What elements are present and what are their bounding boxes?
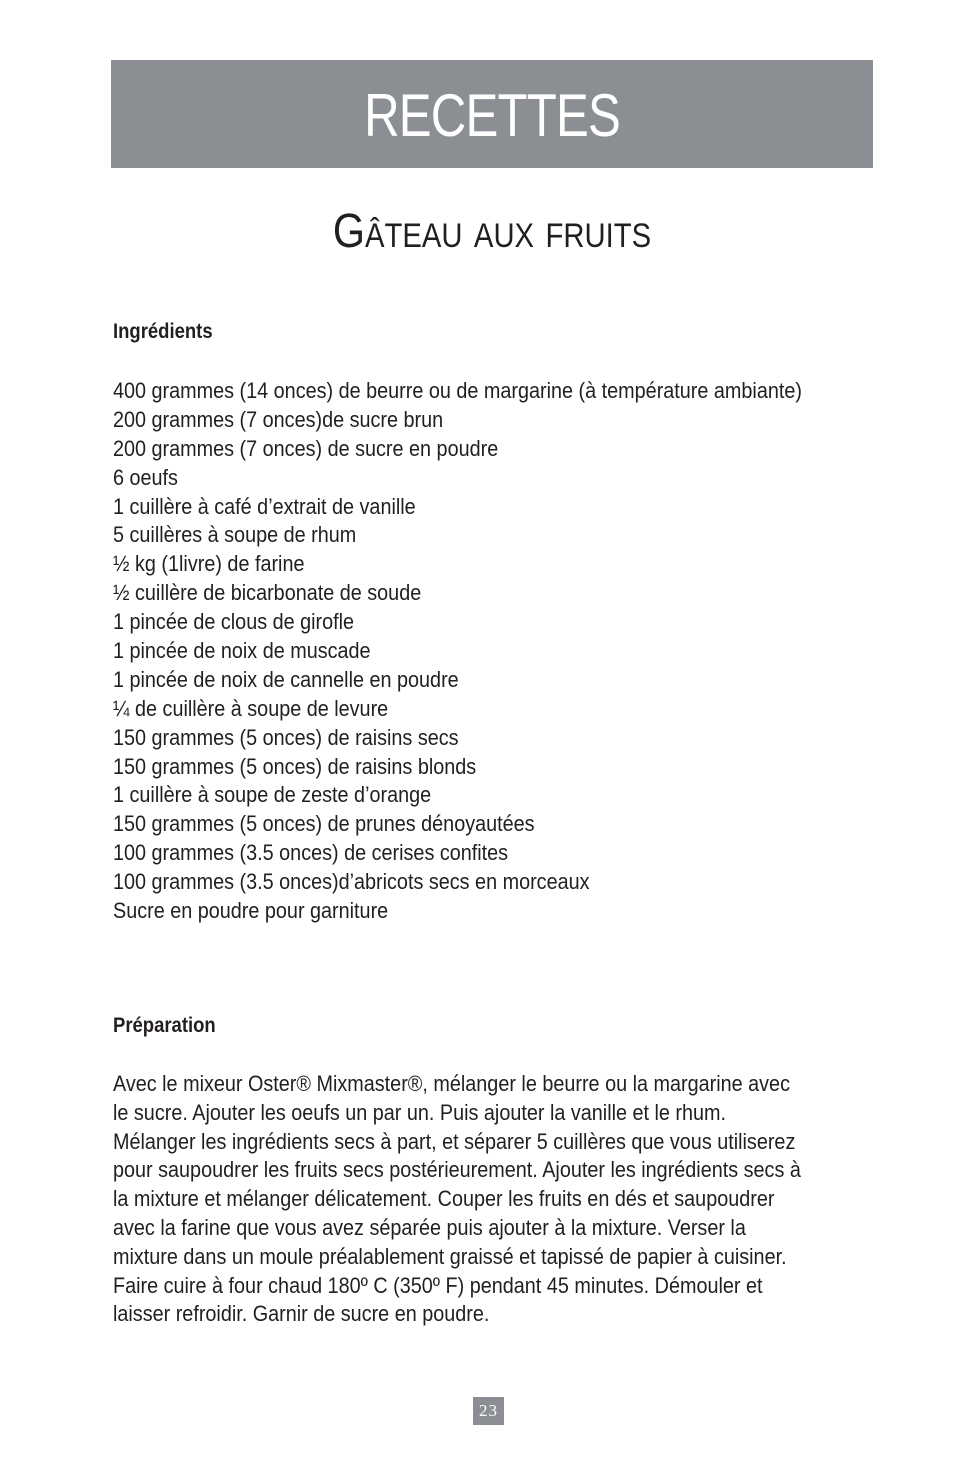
ingredient-item: 1 cuillère à café d’extrait de vanille xyxy=(113,493,416,519)
ingredient-item: 200 grammes (7 onces)de sucre brun xyxy=(113,406,444,432)
ingredients-heading: Ingrédients xyxy=(113,320,213,343)
preparation-line: avec la farine que vous avez séparée puis ajouter à la mixture. Verser la xyxy=(113,1214,746,1240)
ingredient-item: 150 grammes (5 onces) de prunes dénoyautées xyxy=(113,811,535,837)
section-title: RECETTES xyxy=(364,82,620,149)
ingredient-item: 5 cuillères à soupe de rhum xyxy=(113,522,357,548)
ingredient-list xyxy=(113,377,896,926)
ingredient-item: 1 pincée de noix de cannelle en poudre xyxy=(113,666,459,692)
ingredient-item: 100 grammes (3.5 onces) de cerises confites xyxy=(113,840,509,866)
preparation-line: mixture dans un moule préalablement graissé et tapissé de papier à cuisiner. xyxy=(113,1243,787,1269)
preparation-line: Avec le mixeur Oster® Mixmaster®, mélanger le beurre ou la margarine avec xyxy=(113,1071,790,1096)
ingredient-item: 1 pincée de clous de girofle xyxy=(113,609,355,635)
preparation-line: la mixture et mélanger délicatement. Couper les fruits en dés et saupoudrer xyxy=(113,1186,775,1212)
preparation-paragraph xyxy=(113,1070,895,1329)
preparation-heading: Préparation xyxy=(113,1014,216,1037)
ingredient-item: ¼ de cuillère à soupe de levure xyxy=(113,695,389,721)
ingredient-item: 6 oeufs xyxy=(113,464,178,490)
ingredient-item: 150 grammes (5 onces) de raisins secs xyxy=(113,724,459,750)
ingredient-item: 150 grammes (5 onces) de raisins blonds xyxy=(113,753,477,779)
ingredient-item: 200 grammes (7 onces) de sucre en poudre xyxy=(113,435,499,461)
recipe-title: Gâteau aux fruits xyxy=(332,205,652,258)
preparation-line: Faire cuire à four chaud 180º C (350º F) pendant 45 minutes. Démouler et xyxy=(113,1272,763,1298)
ingredient-item: 1 pincée de noix de muscade xyxy=(113,638,371,664)
preparation-line: le sucre. Ajouter les oeufs un par un. Puis ajouter la vanille et le rhum. xyxy=(113,1099,727,1125)
ingredient-item: 1 cuillère à soupe de zeste d’orange xyxy=(113,782,432,808)
ingredient-item: ½ kg (1livre) de farine xyxy=(113,551,305,577)
ingredient-item: 100 grammes (3.5 onces)d’abricots secs en morceaux xyxy=(113,869,590,895)
ingredient-item: Sucre en poudre pour garniture xyxy=(113,898,389,924)
preparation-line: Mélanger les ingrédients secs à part, et séparer 5 cuillères que vous utiliserez xyxy=(113,1128,796,1154)
ingredient-item: 400 grammes (14 onces) de beurre ou de margarine (à température ambiante) xyxy=(113,378,802,403)
ingredient-item: ½ cuillère de bicarbonate de soude xyxy=(113,580,422,606)
section-header-band xyxy=(111,60,873,168)
page-number: 23 xyxy=(473,1397,504,1425)
preparation-line: pour saupoudrer les fruits secs postérieurement. Ajouter les ingrédients secs à xyxy=(113,1157,801,1183)
preparation-line: laisser refroidir. Garnir de sucre en poudre. xyxy=(113,1301,490,1327)
